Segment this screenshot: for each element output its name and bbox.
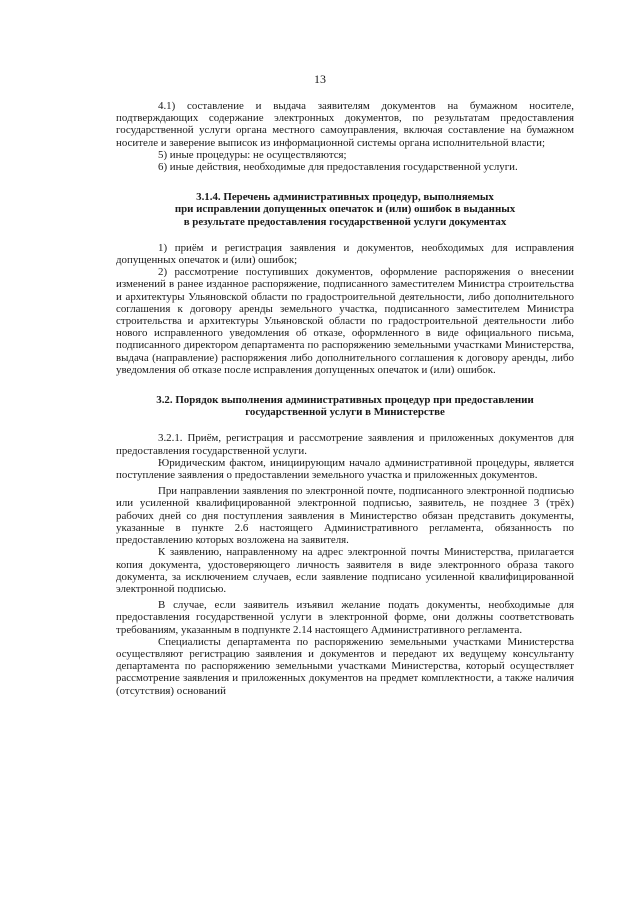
paragraph-legal-fact: Юридическим фактом, инициирующим начало административной процедуры, является поступление заявления о предоставлении земельного участка и приложенных документов.	[116, 456, 574, 482]
paragraph-item-2: 2) рассмотрение поступивших документов, оформление распоряжения о внесении изменений в ранее изданное распоряжение, подписанного заместителем Министра строительства и архитектуры Ульяновской области по градостроительной деятельности, либо дополнительного соглашения к договору аренды земельного участка, подписанного заместителем Министра строительства и архитектуры Ульяновской области по градостроительной деятельности либо нового исправленного уведомления об отказе, оформленного в виде официального письма, подписанного директором департамента по распоряжению земельными участками Министерства, выдача (направление) распоряжения либо дополнительного соглашения к договору аренды, либо уведомления об отказе после исправления допущенных опечаток и (или) ошибок.	[116, 266, 574, 376]
heading-line: 3.1.4. Перечень административных процедур, выполняемых	[196, 191, 494, 204]
section-heading-3-1-4	[116, 191, 574, 228]
heading-line: 3.2. Порядок выполнения административных процедур при предоставлении	[156, 394, 534, 407]
section-heading-3-2	[116, 394, 574, 418]
heading-line: в результате предоставления государственной услуги документах	[183, 215, 507, 228]
heading-line: государственной услуги в Министерстве	[245, 406, 445, 419]
paragraph-item-1: 1) приём и регистрация заявления и документов, необходимых для исправления допущенных опечаток и (или) ошибок;	[116, 241, 574, 267]
paragraph-electronic-form: В случае, если заявитель изъявил желание подать документы, необходимые для предоставления государственной услуги в электронной форме, они должны соответствовать требованиям, указанным в подпункте 2.14 настоящего Административного регламента.	[116, 599, 574, 636]
page-number: 13	[314, 72, 326, 86]
document-body	[116, 76, 574, 697]
paragraph-item-6: 6) иные действия, необходимые для предоставления государственной услуги.	[158, 161, 518, 174]
paragraph-item-4-1: 4.1) составление и выдача заявителям документов на бумажном носителе, подтверждающих содержание электронных документов, по результатам предоставления государственной услуги органа местного самоуправления, включая составление на бумажном носителе и заверение выписок из информационной системы органа исполнительной власти;	[116, 100, 574, 149]
paragraph-3-2-1: 3.2.1. Приём, регистрация и рассмотрение заявления и приложенных документов для предоставления государственной услуги.	[116, 432, 574, 457]
paragraph-id-copy: К заявлению, направленному на адрес электронной почты Министерства, прилагается копия документа, удостоверяющего личность заявителя в виде электронного образа такого документа, за исключением случаев, если заявление подписано усиленной квалифицированной электронной подписью.	[116, 546, 574, 595]
paragraph-item-5: 5) иные процедуры: не осуществляются;	[158, 148, 347, 161]
paragraph-email-submission: При направлении заявления по электронной почте, подписанного электронной подписью или усиленной квалифицированной электронной подписью, заявитель, не позднее 3 (трёх) рабочих дней со дня поступления заявления в Министерство обязан представить документы, указанные в пункте 2.6 настоящего Административного регламента, обязанность по предоставлению которых возложена на заявителя.	[116, 485, 574, 547]
paragraph-specialists: Специалисты департамента по распоряжению земельными участками Министерства осуществляют регистрацию заявления и документов и передают их ведущему консультанту департамента по распоряжению земельными участками Министерства, который осуществляет рассмотрение заявления и приложенных документов на предмет комплектности, а также наличия (отсутствия) оснований	[116, 635, 574, 697]
heading-line: при исправлении допущенных опечаток и (или) ошибок в выданных	[174, 203, 516, 216]
